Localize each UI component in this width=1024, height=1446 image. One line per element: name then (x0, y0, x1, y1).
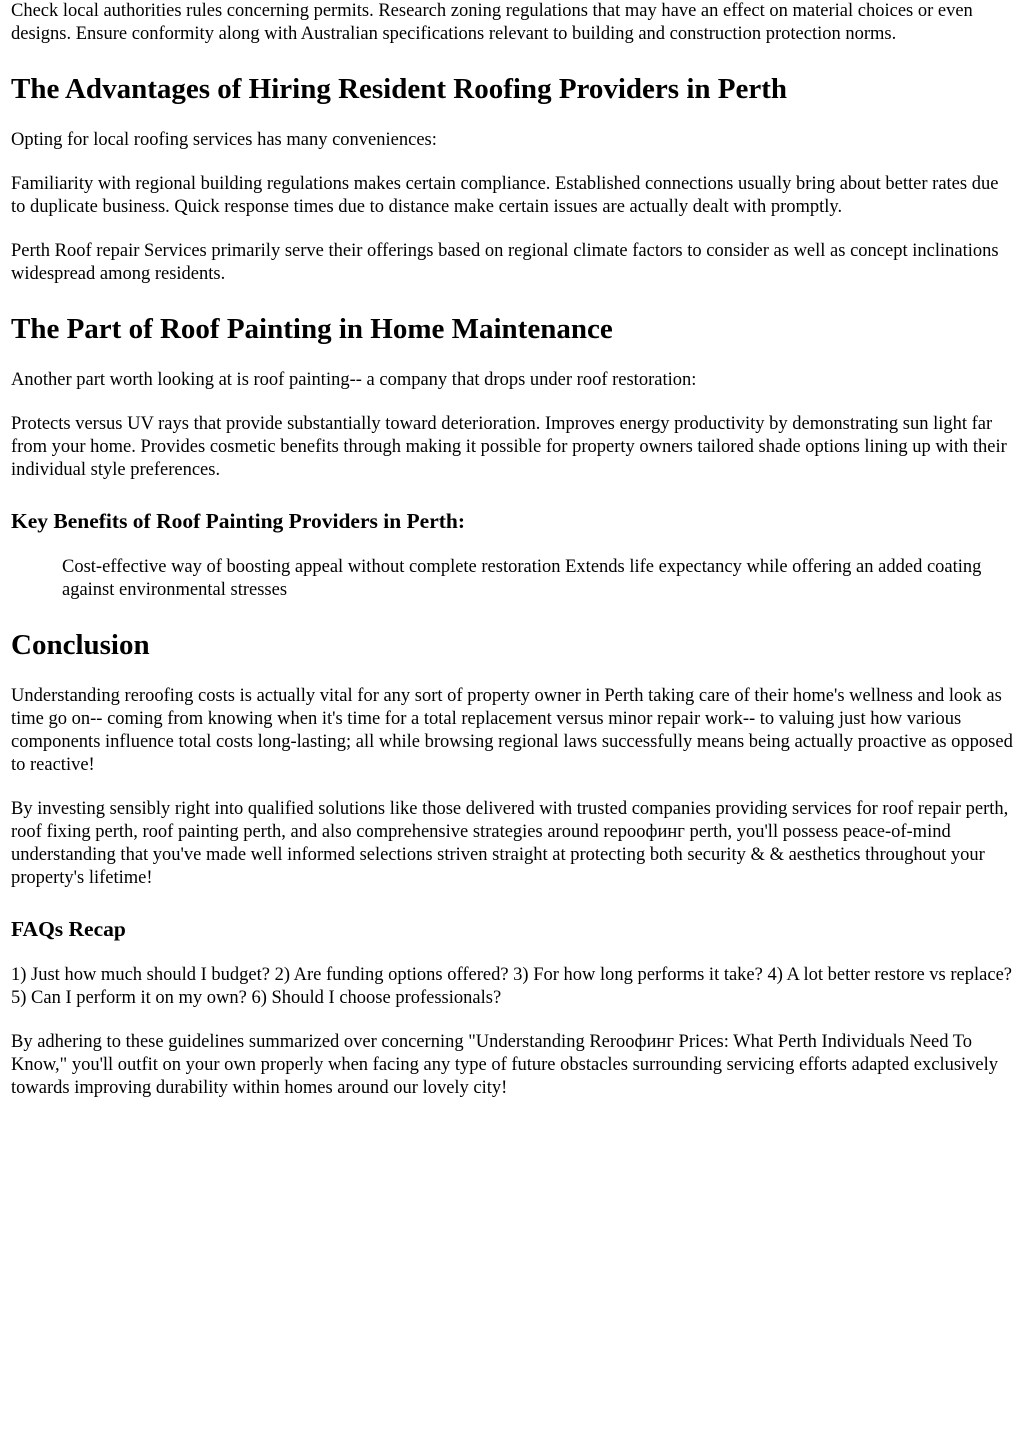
conclusion-paragraph: Understanding reroofing costs is actually vital for any sort of property owner in Perth taking care of their home's wellness and look as time go on-- coming from knowing when it's time for a total replacement versus minor repair work-- to valuing just how various components influence total costs long-lasting; all while browsing regional laws successfully means being actually proactive as opposed to reactive! (11, 686, 1013, 775)
faq-heading: FAQs Recap (11, 917, 126, 941)
painting-paragraph: Another part worth looking at is roof painting-- a company that drops under roof restoration: (11, 370, 697, 390)
advantages-heading: The Advantages of Hiring Resident Roofing Providers in Perth (11, 73, 788, 105)
key-benefits-quote: Cost-effective way of boosting appeal without complete restoration Extends life expectancy while offering an added coating against environmental stresses (62, 557, 982, 600)
faq-paragraph: By adhering to these guidelines summarized over concerning "Understanding Reroофинг Prices: What Perth Individuals Need To Know," you'll outfit on your own properly when facing any type of future obstacles surrounding servicing efforts adapted exclusively towards improving durability within homes around our lovely city! (11, 1032, 999, 1098)
painting-paragraph: Protects versus UV rays that provide substantially toward deterioration. Improves energy productivity by demonstrating sun light far from your home. Provides cosmetic benefits through making it possible for property owners tailored shade options lining up with their individual style preferences. (11, 414, 1007, 480)
advantages-paragraph: Perth Roof repair Services primarily serve their offerings based on regional climate factors to consider as well as concept inclinations widespread among residents. (11, 241, 999, 284)
conclusion-heading: Conclusion (11, 629, 150, 661)
faq-paragraph: 1) Just how much should I budget? 2) Are funding options offered? 3) For how long performs it take? 4) A lot better restore vs replace? 5) Can I perform it on my own? 6) Should I choose professionals? (11, 965, 1012, 1008)
intro-paragraph: Check local authorities rules concerning permits. Research zoning regulations that may have an effect on material choices or even designs. Ensure conformity along with Australian specifications relevant to building and construction protection norms. (11, 1, 973, 44)
key-benefits-heading: Key Benefits of Roof Painting Providers in Perth: (11, 509, 466, 533)
advantages-paragraph: Familiarity with regional building regulations makes certain compliance. Established connections usually bring about better rates due to duplicate business. Quick response times due to distance make certain issues are actually dealt with promptly. (11, 174, 999, 217)
conclusion-paragraph: By investing sensibly right into qualified solutions like those delivered with trusted companies providing services for roof repair perth, roof fixing perth, roof painting perth, and also comprehensive strategies around repoофинг perth, you'll possess peace-of-mind understanding that you've made well informed selections striven straight at protecting both security & & aesthetics throughout your property's lifetime! (11, 799, 1009, 888)
painting-heading: The Part of Roof Painting in Home Maintenance (11, 313, 613, 345)
advantages-paragraph: Opting for local roofing services has many conveniences: (11, 130, 437, 150)
